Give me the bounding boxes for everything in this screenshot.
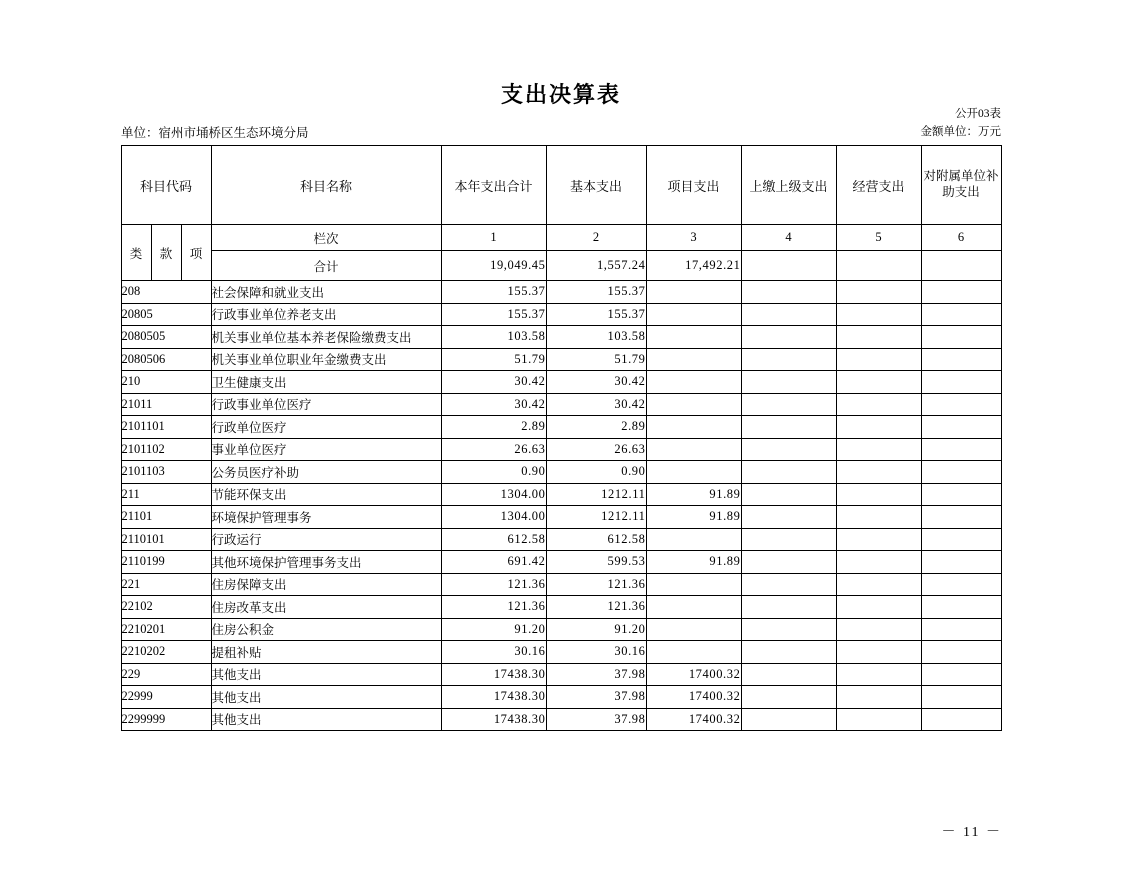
row-total: 30.16: [441, 641, 546, 664]
row-basic: 155.37: [546, 303, 646, 326]
row-name: 其他支出: [211, 708, 441, 731]
row-project: [646, 528, 741, 551]
row-subsidiary: [921, 483, 1001, 506]
row-upper: [741, 461, 836, 484]
row-name: 行政事业单位养老支出: [211, 303, 441, 326]
row-basic: 26.63: [546, 438, 646, 461]
row-code: 2110101: [121, 528, 211, 551]
total-row-operating: [836, 251, 921, 281]
table-row: [121, 281, 1001, 304]
row-project: 17400.32: [646, 708, 741, 731]
row-subsidiary: [921, 416, 1001, 439]
row-upper: [741, 708, 836, 731]
document-page: [0, 78, 1122, 871]
table-row: [121, 641, 1001, 664]
row-project: [646, 416, 741, 439]
table-row: [121, 303, 1001, 326]
row-project: [646, 281, 741, 304]
table-row: [121, 461, 1001, 484]
row-project: [646, 461, 741, 484]
row-name: 节能环保支出: [211, 483, 441, 506]
row-subsidiary: [921, 686, 1001, 709]
header-operating: 经营支出: [836, 146, 921, 225]
row-operating: [836, 596, 921, 619]
row-basic: 2.89: [546, 416, 646, 439]
row-basic: 30.42: [546, 393, 646, 416]
row-subsidiary: [921, 573, 1001, 596]
column-number-6: 6: [921, 225, 1001, 251]
row-code: 2299999: [121, 708, 211, 731]
row-upper: [741, 438, 836, 461]
row-project: [646, 573, 741, 596]
row-name: 行政单位医疗: [211, 416, 441, 439]
row-name: 社会保障和就业支出: [211, 281, 441, 304]
row-upper: [741, 506, 836, 529]
column-number-4: 4: [741, 225, 836, 251]
row-name: 住房改革支出: [211, 596, 441, 619]
row-subsidiary: [921, 371, 1001, 394]
code-subhead-xiang: 项: [181, 225, 211, 281]
row-upper: [741, 393, 836, 416]
row-name: 提租补贴: [211, 641, 441, 664]
row-total: 103.58: [441, 326, 546, 349]
row-total: 1304.00: [441, 506, 546, 529]
row-basic: 599.53: [546, 551, 646, 574]
row-project: [646, 618, 741, 641]
row-project: 17400.32: [646, 663, 741, 686]
row-upper: [741, 551, 836, 574]
row-code: 21011: [121, 393, 211, 416]
row-project: [646, 393, 741, 416]
row-code: 221: [121, 573, 211, 596]
header-subsidiary: 对附属单位补助支出: [921, 146, 1001, 225]
row-operating: [836, 708, 921, 731]
row-code: 210: [121, 371, 211, 394]
expenditure-table: [121, 145, 1002, 731]
row-operating: [836, 438, 921, 461]
row-name: 事业单位医疗: [211, 438, 441, 461]
row-subsidiary: [921, 348, 1001, 371]
row-operating: [836, 461, 921, 484]
row-total: 51.79: [441, 348, 546, 371]
table-row: [121, 371, 1001, 394]
row-basic: 37.98: [546, 663, 646, 686]
row-total: 155.37: [441, 303, 546, 326]
table-row: [121, 663, 1001, 686]
column-number-2: 2: [546, 225, 646, 251]
row-code: 2210202: [121, 641, 211, 664]
row-total: 30.42: [441, 371, 546, 394]
row-subsidiary: [921, 528, 1001, 551]
table-row: [121, 416, 1001, 439]
row-operating: [836, 506, 921, 529]
row-total: 1304.00: [441, 483, 546, 506]
row-project: [646, 641, 741, 664]
table-row: [121, 618, 1001, 641]
column-number-3: 3: [646, 225, 741, 251]
row-operating: [836, 326, 921, 349]
row-code: 2101101: [121, 416, 211, 439]
header-total: 本年支出合计: [441, 146, 546, 225]
row-name: 住房保障支出: [211, 573, 441, 596]
row-upper: [741, 371, 836, 394]
row-operating: [836, 551, 921, 574]
column-row-label: 栏次: [211, 225, 441, 251]
code-subhead-lei: 类: [121, 225, 151, 281]
row-project: 91.89: [646, 506, 741, 529]
row-name: 环境保护管理事务: [211, 506, 441, 529]
row-code: 2101102: [121, 438, 211, 461]
row-subsidiary: [921, 506, 1001, 529]
row-subsidiary: [921, 303, 1001, 326]
table-row: [121, 551, 1001, 574]
row-upper: [741, 596, 836, 619]
row-project: [646, 348, 741, 371]
row-code: 2101103: [121, 461, 211, 484]
total-row-upper: [741, 251, 836, 281]
row-subsidiary: [921, 596, 1001, 619]
row-name: 卫生健康支出: [211, 371, 441, 394]
row-upper: [741, 573, 836, 596]
table-row: [121, 483, 1001, 506]
row-project: 91.89: [646, 483, 741, 506]
row-basic: 103.58: [546, 326, 646, 349]
table-row: [121, 506, 1001, 529]
table-row: [121, 348, 1001, 371]
row-upper: [741, 281, 836, 304]
row-total: 155.37: [441, 281, 546, 304]
row-basic: 91.20: [546, 618, 646, 641]
unit-label: 单位：宿州市埇桥区生态环境分局: [121, 126, 309, 140]
row-operating: [836, 483, 921, 506]
row-basic: 612.58: [546, 528, 646, 551]
row-total: 17438.30: [441, 663, 546, 686]
page-title: 支出决算表: [500, 82, 621, 107]
header-upper: 上缴上级支出: [741, 146, 836, 225]
row-total: 121.36: [441, 573, 546, 596]
row-basic: 121.36: [546, 573, 646, 596]
row-subsidiary: [921, 663, 1001, 686]
row-total: 612.58: [441, 528, 546, 551]
row-upper: [741, 641, 836, 664]
row-project: 91.89: [646, 551, 741, 574]
table-row: [121, 393, 1001, 416]
table-row: [121, 528, 1001, 551]
row-project: 17400.32: [646, 686, 741, 709]
row-basic: 155.37: [546, 281, 646, 304]
row-project: [646, 438, 741, 461]
row-operating: [836, 303, 921, 326]
row-upper: [741, 348, 836, 371]
row-code: 22999: [121, 686, 211, 709]
column-number-5: 5: [836, 225, 921, 251]
row-total: 2.89: [441, 416, 546, 439]
row-code: 22102: [121, 596, 211, 619]
row-code: 2080505: [121, 326, 211, 349]
total-row-subsidiary: [921, 251, 1001, 281]
row-operating: [836, 663, 921, 686]
row-basic: 30.42: [546, 371, 646, 394]
row-name: 住房公积金: [211, 618, 441, 641]
row-code: 2080506: [121, 348, 211, 371]
header-basic: 基本支出: [546, 146, 646, 225]
row-total: 17438.30: [441, 708, 546, 731]
row-upper: [741, 416, 836, 439]
row-name: 其他环境保护管理事务支出: [211, 551, 441, 574]
header-name: 科目名称: [211, 146, 441, 225]
row-operating: [836, 618, 921, 641]
row-operating: [836, 528, 921, 551]
row-operating: [836, 371, 921, 394]
table-row: [121, 686, 1001, 709]
row-name: 机关事业单位基本养老保险缴费支出: [211, 326, 441, 349]
row-name: 行政事业单位医疗: [211, 393, 441, 416]
row-operating: [836, 573, 921, 596]
row-total: 91.20: [441, 618, 546, 641]
row-code: 229: [121, 663, 211, 686]
row-code: 2210201: [121, 618, 211, 641]
table-row: [121, 573, 1001, 596]
table-row: [121, 708, 1001, 731]
row-operating: [836, 641, 921, 664]
table-row: [121, 596, 1001, 619]
row-code: 211: [121, 483, 211, 506]
row-subsidiary: [921, 326, 1001, 349]
total-row-basic: 1,557.24: [546, 251, 646, 281]
page-number: － 11 －: [941, 825, 1002, 840]
row-basic: 1212.11: [546, 506, 646, 529]
row-basic: 37.98: [546, 708, 646, 731]
row-upper: [741, 663, 836, 686]
row-subsidiary: [921, 281, 1001, 304]
row-basic: 30.16: [546, 641, 646, 664]
row-code: 20805: [121, 303, 211, 326]
row-project: [646, 326, 741, 349]
row-name: 行政运行: [211, 528, 441, 551]
row-basic: 1212.11: [546, 483, 646, 506]
row-subsidiary: [921, 551, 1001, 574]
row-operating: [836, 281, 921, 304]
row-name: 机关事业单位职业年金缴费支出: [211, 348, 441, 371]
row-basic: 51.79: [546, 348, 646, 371]
total-row-project: 17,492.21: [646, 251, 741, 281]
table-row: [121, 326, 1001, 349]
row-project: [646, 596, 741, 619]
row-total: 121.36: [441, 596, 546, 619]
row-subsidiary: [921, 461, 1001, 484]
header-project: 项目支出: [646, 146, 741, 225]
row-subsidiary: [921, 393, 1001, 416]
total-row-total: 19,049.45: [441, 251, 546, 281]
total-row: [121, 251, 1001, 281]
table-row: [121, 438, 1001, 461]
row-name: 公务员医疗补助: [211, 461, 441, 484]
row-total: 691.42: [441, 551, 546, 574]
row-total: 0.90: [441, 461, 546, 484]
row-code: 208: [121, 281, 211, 304]
row-subsidiary: [921, 641, 1001, 664]
row-basic: 37.98: [546, 686, 646, 709]
header-code: 科目代码: [121, 146, 211, 225]
row-project: [646, 371, 741, 394]
row-basic: 0.90: [546, 461, 646, 484]
meta-row: [121, 109, 1001, 145]
row-basic: 121.36: [546, 596, 646, 619]
row-total: 17438.30: [441, 686, 546, 709]
row-subsidiary: [921, 438, 1001, 461]
row-name: 其他支出: [211, 663, 441, 686]
total-row-label: 合计: [211, 251, 441, 281]
row-upper: [741, 528, 836, 551]
row-upper: [741, 326, 836, 349]
amount-unit: 金额单位：万元: [920, 126, 1001, 138]
row-operating: [836, 393, 921, 416]
row-subsidiary: [921, 708, 1001, 731]
row-code: 21101: [121, 506, 211, 529]
code-subhead-kuan: 款: [151, 225, 181, 281]
row-project: [646, 303, 741, 326]
row-total: 30.42: [441, 393, 546, 416]
column-number-1: 1: [441, 225, 546, 251]
row-total: 26.63: [441, 438, 546, 461]
form-number: 公开03表: [955, 108, 1001, 120]
row-upper: [741, 483, 836, 506]
row-operating: [836, 416, 921, 439]
row-operating: [836, 686, 921, 709]
row-subsidiary: [921, 618, 1001, 641]
row-upper: [741, 303, 836, 326]
row-upper: [741, 618, 836, 641]
row-code: 2110199: [121, 551, 211, 574]
row-name: 其他支出: [211, 686, 441, 709]
row-upper: [741, 686, 836, 709]
row-operating: [836, 348, 921, 371]
